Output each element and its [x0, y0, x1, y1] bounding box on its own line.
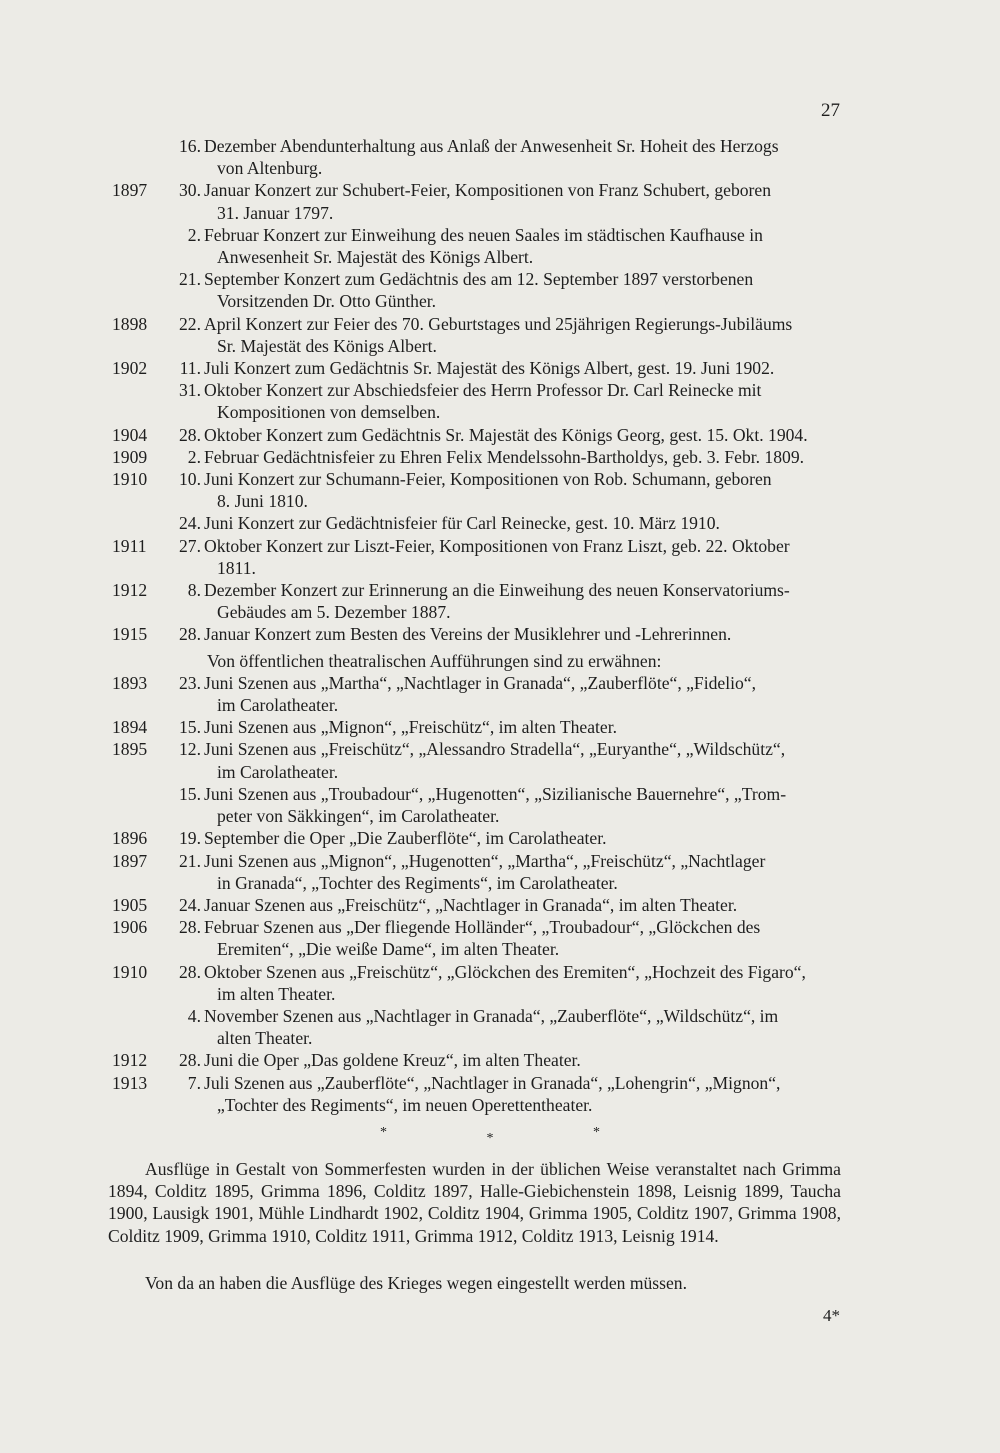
entry-text: [204, 1049, 844, 1071]
entry-year: 1895: [112, 739, 148, 760]
entry-day: 28.: [179, 917, 201, 938]
entry-year: 1912: [112, 580, 148, 601]
entry-text: [204, 313, 844, 357]
entry-line-continued: im Carolatheater.: [217, 695, 339, 716]
entry-year: 1898: [112, 313, 148, 334]
entry-year: [112, 783, 162, 827]
event-entry: [112, 1072, 844, 1116]
entry-text: [204, 424, 844, 446]
entry-line: Januar Konzert zur Schubert-Feier, Kompositionen von Franz Schubert, geboren: [204, 180, 772, 201]
entry-day: 21.: [179, 269, 201, 290]
entry-day: 16.: [179, 136, 201, 156]
entry-text: [204, 468, 844, 512]
entry-day: 27.: [179, 535, 201, 556]
theater-intro: Von öffentlichen theatralischen Aufführungen sind zu erwähnen:: [207, 650, 662, 671]
event-entry: [112, 1049, 844, 1071]
entry-text: [204, 716, 844, 738]
entry-year: [112, 224, 162, 268]
entry-line-continued: Sr. Majestät des Königs Albert.: [217, 335, 437, 356]
entry-text: [204, 850, 844, 894]
entry-year: 1911: [112, 535, 147, 556]
entry-day: 24.: [179, 513, 201, 534]
entry-text: [204, 672, 844, 716]
entry-text: [204, 512, 844, 534]
entry-line: Januar Szenen aus „Freischütz“, „Nachtlager in Granada“, im alten Theater.: [204, 894, 738, 915]
event-entry: [112, 579, 844, 623]
entry-line: Oktober Konzert zum Gedächtnis Sr. Majestät des Königs Georg, gest. 15. Okt. 1904.: [204, 424, 808, 445]
entry-text: [204, 783, 844, 827]
entry-year: 1896: [112, 828, 148, 849]
entry-text: [204, 961, 844, 1005]
entry-day: 28.: [179, 1050, 201, 1071]
entry-text: [204, 894, 844, 916]
entry-line: September Konzert zum Gedächtnis des am 12. September 1897 verstorbenen: [204, 269, 754, 290]
entry-day: 23.: [179, 672, 201, 693]
entry-text: [204, 135, 844, 179]
entry-line: September die Oper „Die Zauberflöte“, im Carolatheater.: [204, 828, 607, 849]
entry-day: 15.: [179, 783, 201, 804]
entry-day: 22.: [179, 313, 201, 334]
entry-day: 10.: [179, 469, 201, 490]
event-entry: [112, 916, 844, 960]
entry-line-continued: im Carolatheater.: [217, 761, 339, 782]
event-entry: [112, 268, 844, 312]
entry-line-continued: von Altenburg.: [217, 158, 323, 179]
event-entry: [112, 313, 844, 357]
event-entry: [112, 961, 844, 1005]
entry-day: 8.: [187, 580, 201, 601]
entry-year: 1894: [112, 717, 148, 738]
entry-line: Februar Szenen aus „Der fliegende Holländer“, „Troubadour“, „Glöckchen des: [204, 917, 761, 938]
entry-line: Dezember Abendunterhaltung aus Anlaß der Anwesenheit Sr. Hoheit des Herzogs: [204, 136, 779, 156]
entry-day: 2.: [187, 224, 201, 245]
entry-text: [204, 379, 844, 423]
entry-line-continued: „Tochter des Regiments“, im neuen Operettentheater.: [217, 1094, 593, 1115]
entry-text: [204, 446, 844, 468]
entry-text: [204, 268, 844, 312]
event-entry: [112, 1005, 844, 1049]
closing-sentence: Von da an haben die Ausflüge des Krieges wegen eingestellt werden müssen.: [145, 1273, 688, 1293]
entry-day: 28.: [179, 424, 201, 445]
event-entry: [112, 894, 844, 916]
event-entry: [112, 783, 844, 827]
entry-line: Juni Szenen aus „Freischütz“, „Alessandro Stradella“, „Euryanthe“, „Wildschütz“,: [204, 739, 786, 760]
entry-text: [204, 579, 844, 623]
entry-line-continued: Eremiten“, „Die weiße Dame“, im alten Theater.: [217, 939, 560, 960]
entry-text: [204, 224, 844, 268]
event-list: [112, 135, 844, 1116]
entry-text: [204, 623, 844, 645]
entry-day: 7.: [187, 1072, 201, 1093]
entry-line: Oktober Konzert zur Liszt-Feier, Kompositionen von Franz Liszt, geb. 22. Oktober: [204, 535, 790, 556]
entry-text: [204, 357, 844, 379]
entry-line-continued: 1811.: [217, 557, 256, 578]
entry-day: 11.: [179, 358, 201, 379]
entry-line: Juli Konzert zum Gedächtnis Sr. Majestät des Königs Albert, gest. 19. Juni 1902.: [204, 358, 775, 379]
entry-day: 21.: [179, 850, 201, 871]
entry-day: 28.: [179, 624, 201, 645]
entry-year: [112, 512, 162, 534]
entry-line: Februar Konzert zur Einweihung des neuen Saales im städtischen Kaufhause in: [204, 224, 763, 245]
separator-star: *: [380, 1125, 387, 1140]
event-entry: [112, 512, 844, 534]
event-entry: [112, 850, 844, 894]
entry-year: 1905: [112, 894, 148, 915]
event-entry: [112, 716, 844, 738]
excursions-paragraph: Ausflüge in Gestalt von Sommerfesten wurden in der üblichen Weise veranstaltet nach Grimma 1894, Colditz 1895, Grimma 1896, Colditz 1897, Halle-Giebichenstein 1898, Leisnig 1899, Taucha 1900, Lausigk 1901, Mühle Lindhardt 1902, Colditz 1904, Grimma 1905, Colditz 1907, Grimma 1908, Colditz 1909, Grimma 1910, Colditz 1911, Grimma 1912, Colditz 1913, Leisnig 1914.: [108, 1159, 841, 1246]
entry-year: 1910: [112, 469, 148, 490]
entry-line: Juni Szenen aus „Martha“, „Nachtlager in Granada“, „Zauberflöte“, „Fidelio“,: [204, 672, 756, 693]
entry-year: [112, 379, 162, 423]
entry-text: [204, 1005, 844, 1049]
event-entry: [112, 135, 844, 179]
entry-year: 1906: [112, 917, 148, 938]
entry-line-continued: in Granada“, „Tochter des Regiments“, im Carolatheater.: [217, 872, 618, 893]
event-entry: [112, 468, 844, 512]
entry-line: November Szenen aus „Nachtlager in Granada“, „Zauberflöte“, „Wildschütz“, im: [204, 1005, 779, 1026]
entry-line: Januar Konzert zum Besten des Vereins der Musiklehrer und -Lehrerinnen.: [204, 624, 732, 645]
entry-text: [204, 1072, 844, 1116]
entry-text: [204, 738, 844, 782]
entry-day: 24.: [179, 894, 201, 915]
entry-line: Juni Szenen aus „Mignon“, „Freischütz“, im alten Theater.: [204, 717, 618, 738]
entry-line: Juni Szenen aus „Troubadour“, „Hugenotten“, „Sizilianische Bauernehre“, „Trom-: [204, 783, 787, 804]
entry-line: Juni Szenen aus „Mignon“, „Hugenotten“, „Martha“, „Freischütz“, „Nachtlager: [204, 850, 766, 871]
event-entry: [112, 446, 844, 468]
concert-entries: [112, 135, 844, 646]
page-number: 27: [821, 100, 840, 121]
entry-day: 31.: [179, 380, 201, 401]
event-entry: [112, 357, 844, 379]
entry-year: [112, 268, 162, 312]
entry-line: April Konzert zur Feier des 70. Geburtstages und 25jährigen Regierungs-Jubiläums: [204, 313, 793, 334]
event-entry: [112, 827, 844, 849]
entry-year: 1897: [112, 180, 148, 201]
signature-mark: 4*: [823, 1306, 840, 1325]
entry-day: 19.: [179, 828, 201, 849]
entry-line-continued: Anwesenheit Sr. Majestät des Königs Albert.: [217, 247, 534, 268]
entry-day: 12.: [179, 739, 201, 760]
entry-line-continued: alten Theater.: [217, 1028, 313, 1049]
entry-line: Juni Konzert zur Schumann-Feier, Kompositionen von Rob. Schumann, geboren: [204, 469, 772, 490]
entry-year: 1904: [112, 424, 148, 445]
entry-day: 2.: [187, 446, 201, 467]
event-entry: [112, 623, 844, 645]
entry-line-continued: Kompositionen von demselben.: [217, 402, 441, 423]
entry-day: 4.: [187, 1005, 201, 1026]
entry-day: 30.: [179, 180, 201, 201]
entry-day: 15.: [179, 717, 201, 738]
entry-text: [204, 179, 844, 223]
entry-year: [112, 135, 162, 179]
entry-line-continued: 31. Januar 1797.: [217, 202, 334, 223]
entry-line: Juni Konzert zur Gedächtnisfeier für Carl Reinecke, gest. 10. März 1910.: [204, 513, 720, 534]
entry-text: [204, 827, 844, 849]
entry-line-continued: Gebäudes am 5. Dezember 1887.: [217, 602, 451, 623]
entry-line: Oktober Szenen aus „Freischütz“, „Glöckchen des Eremiten“, „Hochzeit des Figaro“,: [204, 961, 806, 982]
event-entry: [112, 738, 844, 782]
entry-text: [204, 535, 844, 579]
entry-year: 1910: [112, 961, 148, 982]
entry-year: 1912: [112, 1050, 148, 1071]
entry-line: Oktober Konzert zur Abschiedsfeier des Herrn Professor Dr. Carl Reinecke mit: [204, 380, 762, 401]
event-entry: [112, 224, 844, 268]
separator-star: *: [593, 1125, 600, 1140]
entry-year: 1897: [112, 850, 148, 871]
entry-line: Juni die Oper „Das goldene Kreuz“, im alten Theater.: [204, 1050, 581, 1071]
separator-star: *: [486, 1131, 494, 1146]
theater-entries: [112, 672, 844, 1116]
entry-line: Februar Gedächtnisfeier zu Ehren Felix Mendelssohn-Bartholdys, geb. 3. Febr. 1809.: [204, 446, 805, 467]
entry-line: Dezember Konzert zur Erinnerung an die Einweihung des neuen Konservatoriums-: [204, 580, 790, 601]
entry-year: 1913: [112, 1072, 148, 1093]
event-entry: [112, 535, 844, 579]
entry-year: 1915: [112, 624, 148, 645]
event-entry: [112, 379, 844, 423]
entry-day: 28.: [179, 961, 201, 982]
entry-year: 1893: [112, 672, 148, 693]
event-entry: [112, 179, 844, 223]
section-separator: [380, 1125, 600, 1146]
entry-line-continued: peter von Säkkingen“, im Carolatheater.: [217, 806, 500, 827]
entry-year: 1902: [112, 358, 148, 379]
entry-line-continued: Vorsitzenden Dr. Otto Günther.: [217, 291, 437, 312]
entry-year: 1909: [112, 446, 148, 467]
event-entry: [112, 672, 844, 716]
entry-text: [204, 916, 844, 960]
event-entry: [112, 424, 844, 446]
entry-line: Juli Szenen aus „Zauberflöte“, „Nachtlager in Granada“, „Lohengrin“, „Mignon“,: [204, 1072, 781, 1093]
entry-line-continued: im alten Theater.: [217, 983, 336, 1004]
entry-line-continued: 8. Juni 1810.: [217, 491, 308, 512]
entry-year: [112, 1005, 162, 1049]
